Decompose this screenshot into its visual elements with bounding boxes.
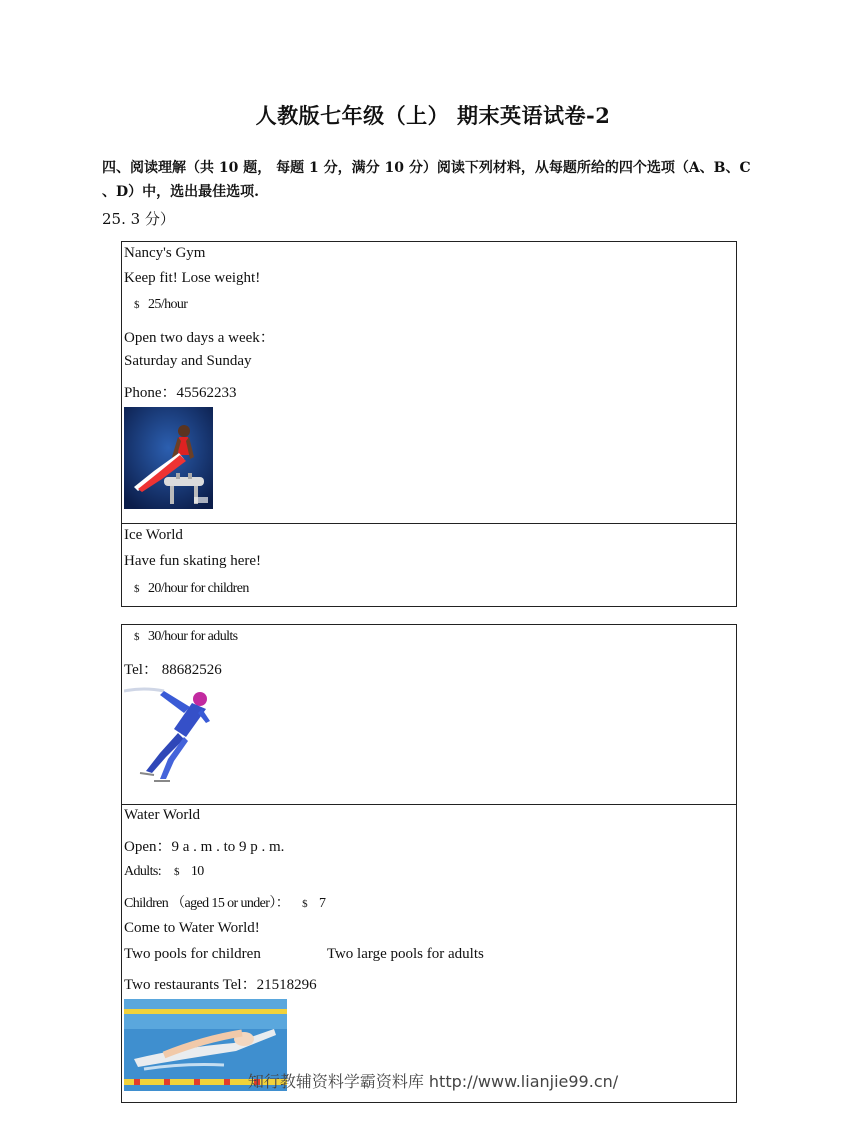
gymnast-photo: [124, 407, 213, 509]
ice-slogan: Have fun skating here!: [124, 553, 262, 569]
dollar-sign: $: [134, 583, 139, 595]
gym-price: [124, 297, 187, 313]
dollar-sign: $: [302, 898, 307, 910]
water-open: Open：9 a . m . to 9 p . m.: [124, 839, 285, 855]
page-title: 人教版七年级（上） 期末英语试卷-2: [255, 103, 611, 128]
children-price-value: 7: [318, 896, 326, 911]
water-restaurants: Two restaurants Tel：21518296: [124, 977, 317, 993]
water-pools: [124, 946, 484, 963]
dollar-sign: $: [134, 631, 139, 643]
ice-tel: Tel： 88682526: [124, 662, 222, 678]
children-label: Children （aged 15 or under）：: [124, 896, 290, 911]
gym-ad: [122, 242, 736, 523]
ice-ad-part-2: [122, 625, 736, 804]
dollar-sign: $: [134, 299, 139, 311]
dollar-sign: $: [173, 866, 179, 878]
pools-adults: Two large pools for adults: [326, 946, 484, 962]
water-name: Water World: [124, 807, 201, 823]
gym-phone: Phone：45562233: [124, 385, 237, 401]
ice-price-children: [124, 581, 249, 597]
footer-watermark: 知行教辅资料学霸资料库 http://www.lianjie99.cn/: [247, 1072, 619, 1091]
ice-price-children-value: 20/hour for children: [148, 581, 249, 596]
water-welcome: Come to Water World!: [124, 920, 260, 936]
ice-price-adults: [124, 629, 238, 645]
ice-name: Ice World: [124, 527, 183, 543]
gym-price-value: 25/hour: [148, 297, 188, 312]
adults-label: Adults:: [124, 864, 162, 879]
adults-price-value: 10: [190, 864, 204, 879]
water-children-price: [124, 892, 325, 912]
gym-open-label: Open two days a week：: [124, 330, 275, 346]
water-ad: [122, 804, 736, 1102]
ad-box-2: [121, 624, 737, 1103]
section-instructions: 四、阅读理解（共 10 题， 每题 1 分，满分 10 分）阅读下列材料，从每题所给的四个选项（A、B、C 、D）中，选出最佳选项.: [102, 160, 751, 200]
ad-box-1: [121, 241, 737, 607]
water-adults-price: [124, 864, 204, 880]
gym-name: Nancy's Gym: [124, 245, 206, 261]
ice-price-adults-value: 30/hour for adults: [148, 629, 238, 644]
pools-children: Two pools for children: [124, 946, 261, 962]
question-number: 25. 3 分）: [102, 210, 175, 228]
gym-days: Saturday and Sunday: [124, 353, 252, 369]
gym-slogan: Keep fit! Lose weight!: [124, 270, 261, 286]
skater-image: [124, 683, 216, 783]
ice-ad-part-1: [122, 523, 736, 606]
